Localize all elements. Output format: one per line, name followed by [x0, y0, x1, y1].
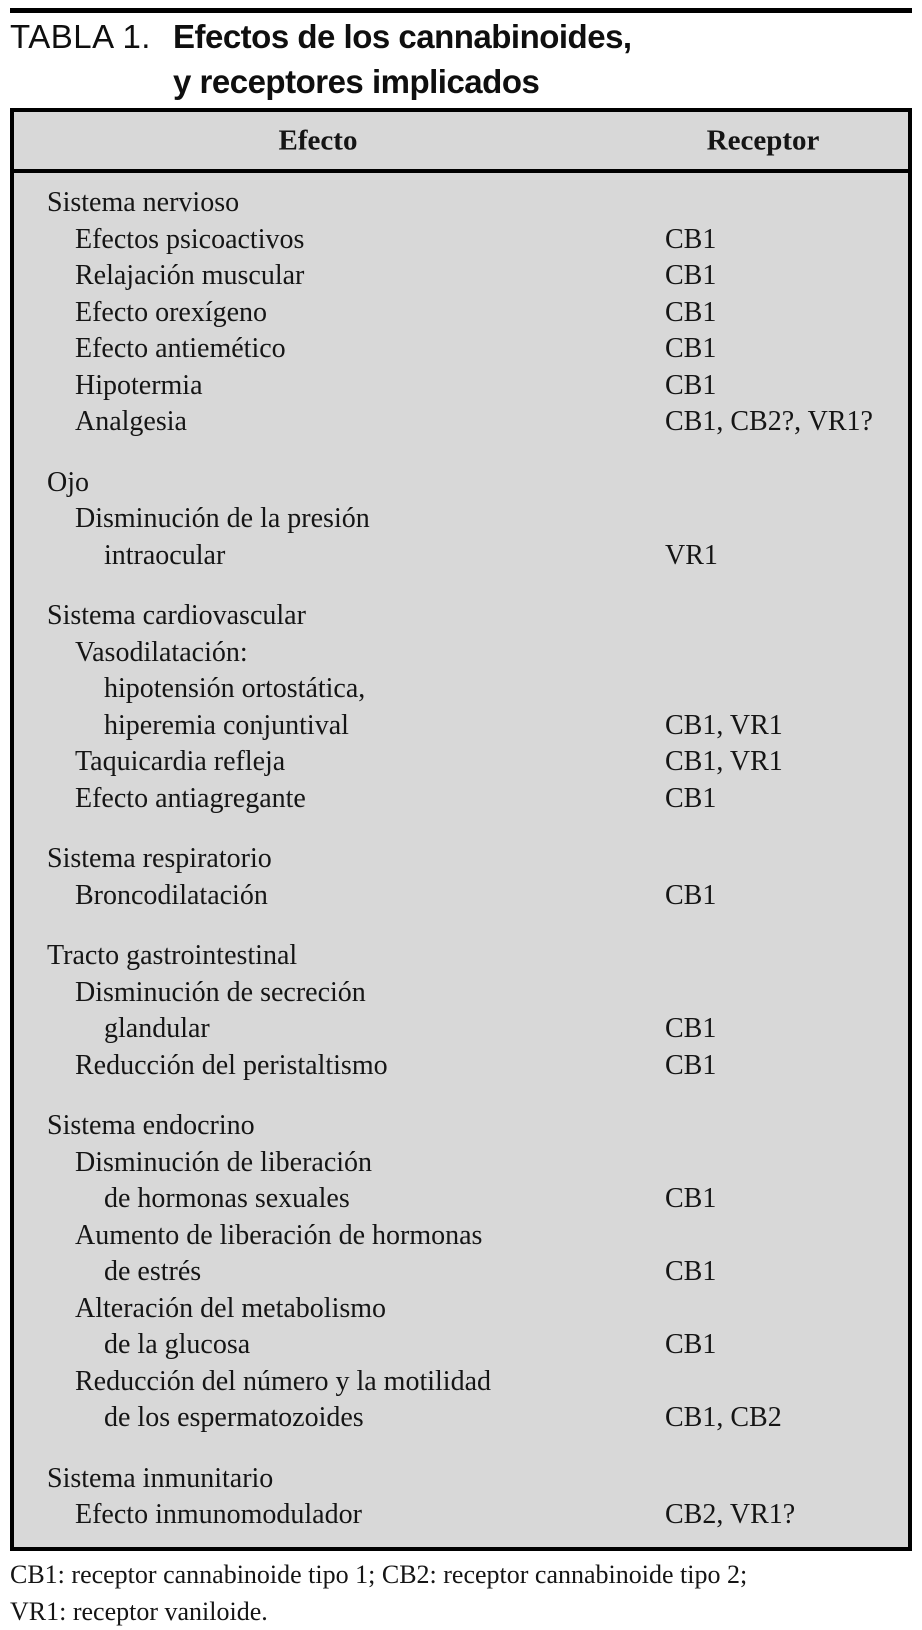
section-title: Sistema inmunitario — [47, 1462, 274, 1494]
table-row — [14, 1291, 908, 1328]
effect-cell: Alteración del metabolismo — [75, 1292, 387, 1324]
section-header-row — [14, 841, 908, 878]
section-title: Sistema endocrino — [47, 1110, 255, 1141]
section-header-row — [14, 185, 908, 222]
table-section — [14, 598, 908, 817]
section-header-row — [14, 1461, 908, 1498]
table-row — [14, 1145, 908, 1182]
receptor-cell: CB1 — [665, 260, 717, 291]
effect-cell: Broncodilatación — [75, 879, 268, 911]
section-title: Sistema cardiovascular — [47, 600, 306, 631]
table-caption-line1 — [10, 14, 912, 59]
table-row — [14, 368, 908, 405]
receptor-cell: CB1 — [665, 296, 717, 328]
table-row — [14, 975, 908, 1012]
table-row — [14, 878, 908, 915]
section-header-row — [14, 1108, 908, 1145]
receptor-cell: CB1 — [665, 369, 717, 401]
column-header-efecto: Efecto — [278, 124, 358, 156]
table-section — [14, 1108, 908, 1437]
effect-cell: Aumento de liberación de hormonas — [75, 1219, 483, 1251]
footnote-line1: CB1: receptor cannabinoide tipo 1; CB2: receptor cannabinoide tipo 2; — [10, 1560, 748, 1589]
table-section — [14, 1461, 908, 1534]
effect-cell: hipotensión ortostática, — [104, 673, 366, 704]
effect-cell: Reducción del número y la motilidad — [75, 1365, 492, 1397]
effect-cell: Disminución de secreción — [75, 976, 366, 1008]
table-row — [14, 258, 908, 295]
table-footnote — [10, 1556, 912, 1630]
effect-cell: hiperemia conjuntival — [104, 709, 349, 741]
effect-cell: de estrés — [104, 1256, 202, 1287]
receptor-cell: CB1 — [665, 1329, 717, 1360]
receptor-cell: VR1 — [665, 539, 718, 571]
table-row — [14, 1254, 908, 1291]
receptor-cell: CB1, VR1 — [665, 746, 783, 777]
top-rule — [10, 8, 912, 13]
table-row — [14, 222, 908, 259]
table-row — [14, 635, 908, 672]
table-body — [14, 173, 908, 1534]
table-title-line2: y receptores implicados — [173, 63, 540, 100]
effect-cell: glandular — [104, 1013, 210, 1044]
table-row — [14, 1011, 908, 1048]
table-row — [14, 671, 908, 708]
section-title: Ojo — [47, 466, 89, 498]
table-section — [14, 465, 908, 575]
receptor-cell: CB1, VR1 — [665, 709, 783, 741]
effect-cell: Efecto orexígeno — [75, 296, 268, 328]
table-row — [14, 331, 908, 368]
section-title: Sistema nervioso — [47, 187, 240, 218]
effect-cell: Taquicardia refleja — [75, 746, 286, 777]
table-label: TABLA 1. — [10, 18, 151, 55]
receptor-cell: CB1 — [665, 879, 717, 911]
table-row — [14, 744, 908, 781]
effect-cell: de hormonas sexuales — [104, 1183, 350, 1214]
table-row — [14, 1400, 908, 1437]
table-row — [14, 1327, 908, 1364]
effect-cell: Analgesia — [75, 406, 187, 437]
receptor-cell: CB1 — [665, 1256, 717, 1287]
table-header-row — [14, 112, 908, 173]
table-row — [14, 295, 908, 332]
effect-cell: intraocular — [104, 539, 226, 571]
receptor-cell: CB1 — [665, 1013, 717, 1044]
table-row — [14, 708, 908, 745]
table-row — [14, 1497, 908, 1534]
table-row — [14, 538, 908, 575]
receptor-cell: CB1 — [665, 782, 717, 814]
table-caption — [10, 14, 912, 104]
effect-cell: Reducción del peristaltismo — [75, 1049, 388, 1081]
receptor-cell: CB1 — [665, 223, 717, 255]
effect-cell: Disminución de liberación — [75, 1146, 373, 1178]
section-header-row — [14, 938, 908, 975]
table-section — [14, 938, 908, 1084]
footnote-line2: VR1: receptor vaniloide. — [10, 1597, 268, 1626]
section-header-row — [14, 598, 908, 635]
table-row — [14, 1218, 908, 1255]
effect-cell: Disminución de la presión — [75, 503, 370, 534]
table-section — [14, 841, 908, 914]
receptor-cell: CB1 — [665, 1183, 717, 1214]
effect-cell: Efecto antiemético — [75, 333, 286, 364]
table-row — [14, 1048, 908, 1085]
effect-cell: de los espermatozoides — [104, 1402, 364, 1433]
section-header-row — [14, 465, 908, 502]
effect-cell: Efecto inmunomodulador — [75, 1499, 362, 1530]
section-title: Sistema respiratorio — [47, 843, 272, 874]
effect-cell: de la glucosa — [104, 1329, 251, 1360]
effect-cell: Relajación muscular — [75, 260, 305, 291]
effect-cell: Efecto antiagregante — [75, 782, 306, 814]
column-header-receptor: Receptor — [706, 124, 820, 156]
table-row — [14, 781, 908, 818]
table-row — [14, 1181, 908, 1218]
effects-receptors-table — [10, 108, 912, 1551]
table-row — [14, 404, 908, 441]
effect-cell: Efectos psicoactivos — [75, 223, 305, 255]
effect-cell: Vasodilatación: — [75, 636, 248, 668]
table-row — [14, 1364, 908, 1401]
table-row — [14, 501, 908, 538]
receptor-cell: CB1 — [665, 1049, 717, 1081]
table-section — [14, 185, 908, 441]
section-title: Tracto gastrointestinal — [47, 940, 298, 971]
receptor-cell: CB1, CB2 — [665, 1402, 782, 1433]
effect-cell: Hipotermia — [75, 369, 203, 401]
receptor-cell: CB1 — [665, 333, 717, 364]
table-title-line1: Efectos de los cannabinoides, — [172, 18, 632, 55]
receptor-cell: CB2, VR1? — [665, 1499, 796, 1530]
receptor-cell: CB1, CB2?, VR1? — [665, 406, 873, 437]
